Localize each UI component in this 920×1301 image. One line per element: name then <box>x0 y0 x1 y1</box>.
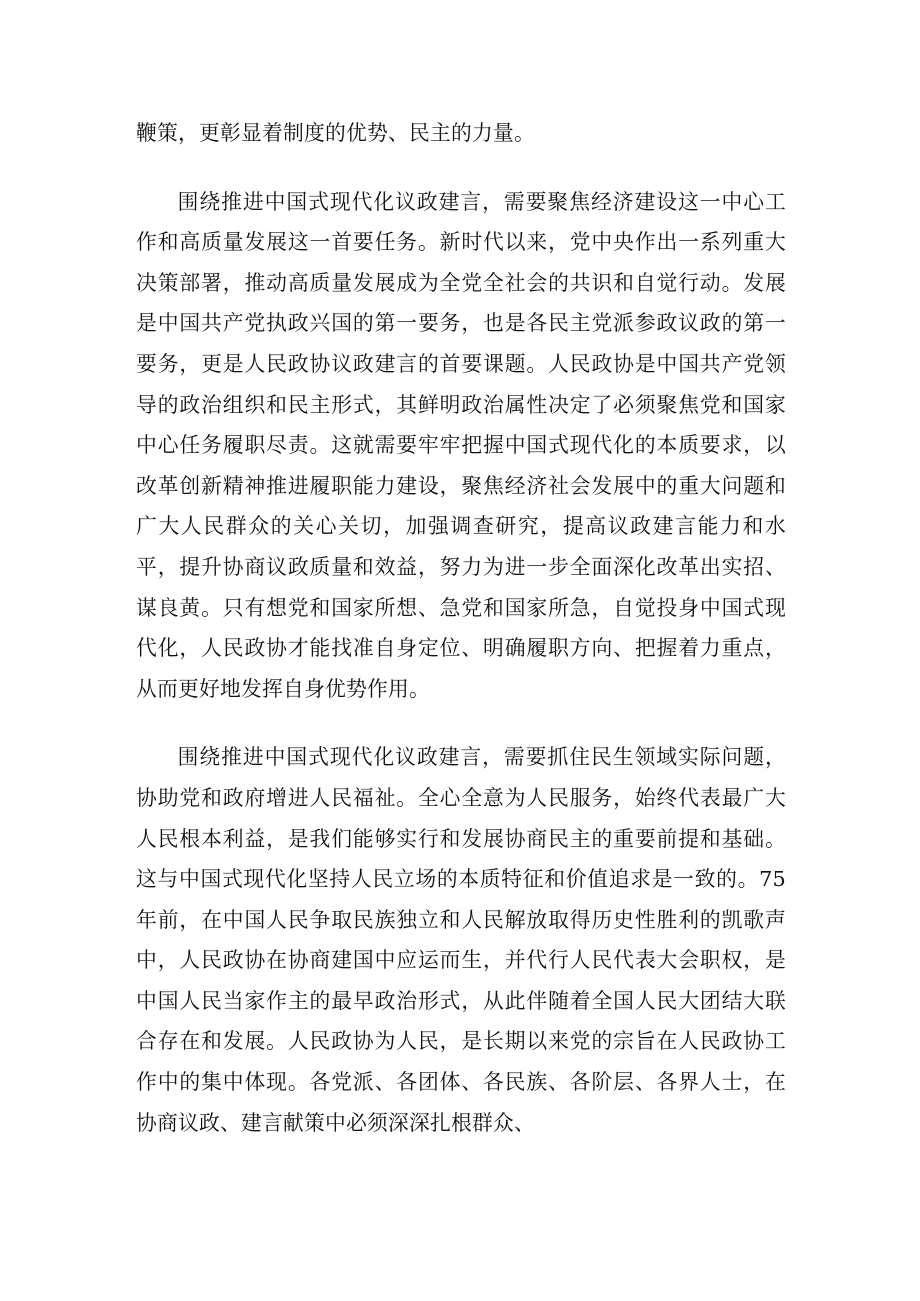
paragraph-2: 围绕推进中国式现代化议政建言，需要聚焦经济建设这一中心工作和高质量发展这一首要任务。新时代以来，党中央作出一系列重大决策部署，推动高质量发展成为全党全社会的共识和自觉行动。发展是中国共产党执政兴国的第一要务，也是各民主党派参政议政的第一要务，更是人民政协议政建言的首要课题。人民政协是中国共产党领导的政治组织和民主形式，其鲜明政治属性决定了必须聚焦党和国家中心任务履职尽责。这就需要牢牢把握中国式现代化的本质要求，以改革创新精神推进履职能力建设，聚焦经济社会发展中的重大问题和广大人民群众的关心关切，加强调查研究，提高议政建言能力和水平，提升协商议政质量和效益，努力为进一步全面深化改革出实招、谋良黄。只有想党和国家所想、急党和国家所急，自觉投身中国式现代化，人民政协才能找准自身定位、明确履职方向、把握着力重点，从而更好地发挥自身优势作用。 <box>136 189 786 701</box>
document-body <box>136 113 786 1143</box>
paragraph-1: 鞭策，更彰显着制度的优势、民主的力量。 <box>136 121 535 145</box>
paragraph-3: 围绕推进中国式现代化议政建言，需要抓住民生领域实际问题，协助党和政府增进人民福祉。全心全意为人民服务，始终代表最广大人民根本利益，是我们能够实行和发展协商民主的重要前提和基础。这与中国式现代化坚持人民立场的本质特征和价值追求是一致的。75年前，在中国人民争取民族独立和人民解放取得历史性胜利的凯歌声中，人民政协在协商建国中应运而生，并代行人民代表大会职权，是中国人民当家作主的最早政治形式，从此伴随着全国人民大团结大联合存在和发展。人民政协为人民，是长期以来党的宗旨在人民政协工作中的集中体现。各党派、各团体、各民族、各阶层、各界人士，在协商议政、建言献策中必须深深扎根群众、 <box>136 745 786 1135</box>
